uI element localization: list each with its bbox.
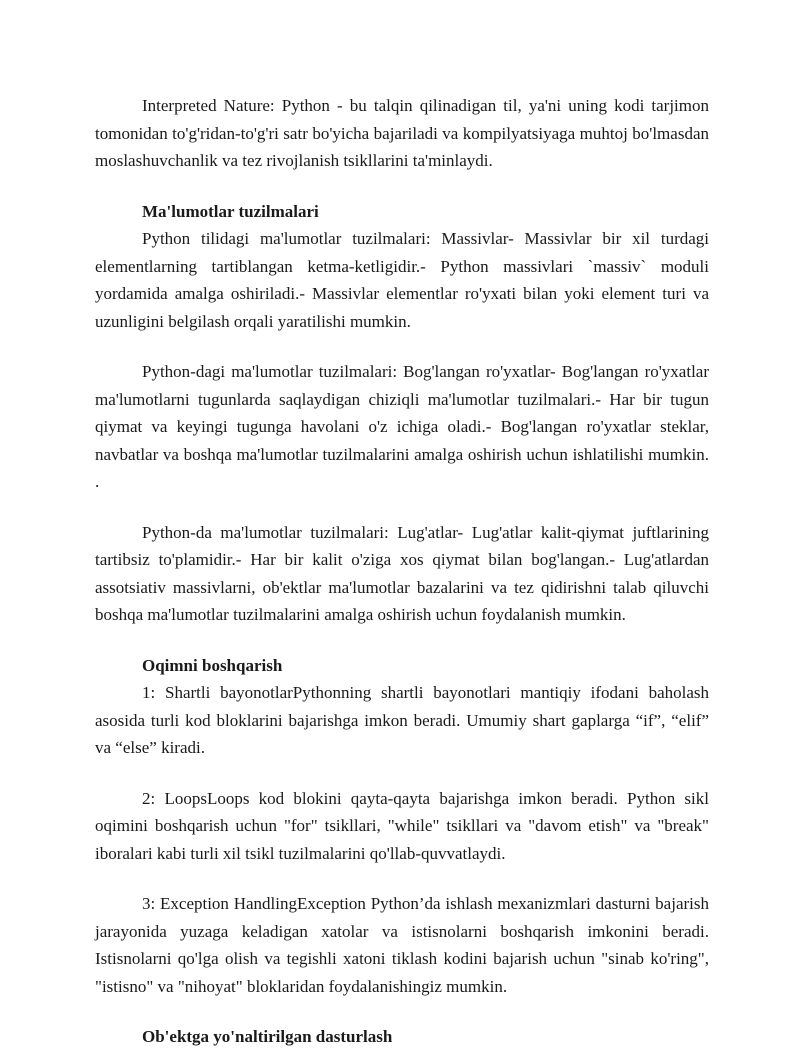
paragraph-gap bbox=[95, 1000, 709, 1023]
heading-data-structures: Ma'lumotlar tuzilmalari bbox=[142, 201, 319, 221]
paragraph-gap bbox=[95, 762, 709, 785]
paragraph-arrays: Python tilidagi ma'lumotlar tuzilmalari: Massivlar- Massivlar bir xil turdagi elementlarning tartiblangan ketma-ketligidir.- Python massivlari `massiv` moduli yordamida amalga oshiriladi.- Massivlar elementlar ro'yxati bilan yoki element turi va uzunligini belgilash orqali yaratilishi mumkin. bbox=[95, 229, 709, 331]
paragraph-gap bbox=[95, 629, 709, 652]
paragraph-gap bbox=[95, 867, 709, 890]
paragraph-gap bbox=[95, 175, 709, 198]
paragraph-linked-lists: Python-dagi ma'lumotlar tuzilmalari: Bog'langan ro'yxatlar- Bog'langan ro'yxatlar ma'lumotlarni tugunlarda saqlaydigan chiziqli ma'lumotlar tuzilmalari.- Har bir tugun qiymat va keyingi tugunga havolani o'z ichiga oladi.- Bog'langan ro'yxatlar steklar, navbatlar va boshqa ma'lumotlar tuzilmalarini amalga oshirish uchun ishlatilishi mumkin. . bbox=[95, 362, 709, 491]
paragraph-interpreted-nature: Interpreted Nature: Python - bu talqin qilinadigan til, ya'ni uning kodi tarjimon tomonidan to'g'ridan-to'g'ri satr bo'yicha bajariladi va kompilyatsiyaga muhtoj bo'lmasdan moslashuvchanlik va tez rivojlanish tsikllarini ta'minlaydi. bbox=[95, 96, 709, 170]
paragraph-exception-handling: 3: Exception HandlingException Python’da ishlash mexanizmlari dasturni bajarish jarayonida yuzaga keladigan xatolar va istisnolarni boshqarish imkonini beradi. Istisnolarni qo'lga olish va tegishli xatoni tiklash kodini bajarish uchun "sinab ko'ring", "istisno" va "nihoyat" bloklaridan foydalanishingiz mumkin. bbox=[95, 894, 709, 996]
paragraph-gap bbox=[95, 496, 709, 519]
document-body bbox=[95, 92, 709, 1051]
heading-oop: Ob'ektga yo'naltirilgan dasturlash bbox=[142, 1027, 393, 1046]
paragraph-loops: 2: LoopsLoops kod blokini qayta-qayta bajarishga imkon beradi. Python sikl oqimini boshqarish uchun "for" tsikllari, "while" tsikllari va "davom etish" va "break" iboralari kabi turli xil tsikl tuzilmalarini qo'llab-quvvatlaydi. bbox=[95, 788, 709, 863]
paragraph-dictionaries: Python-da ma'lumotlar tuzilmalari: Lug'atlar- Lug'atlar kalit-qiymat juftlarining tartibsiz to'plamidir.- Har bir kalit o'ziga xos qiymat bilan bog'langan.- Lug'atlardan assotsiativ massivlarni, ob'ektlar ma'lumotlar bazalarini va tez qidirishni talab qiluvchi boshqa ma'lumotlar tuzilmalarini amalga oshirish uchun foydalanish mumkin. bbox=[95, 522, 709, 624]
paragraph-conditionals: 1: Shartli bayonotlarPythonning shartli bayonotlari mantiqiy ifodani baholash asosida turli kod bloklarini bajarishga imkon beradi. Umumiy shart gaplarga “if”, “elif” va “else” kiradi. bbox=[95, 683, 709, 757]
paragraph-gap bbox=[95, 335, 709, 358]
heading-flow-control: Oqimni boshqarish bbox=[142, 655, 283, 675]
